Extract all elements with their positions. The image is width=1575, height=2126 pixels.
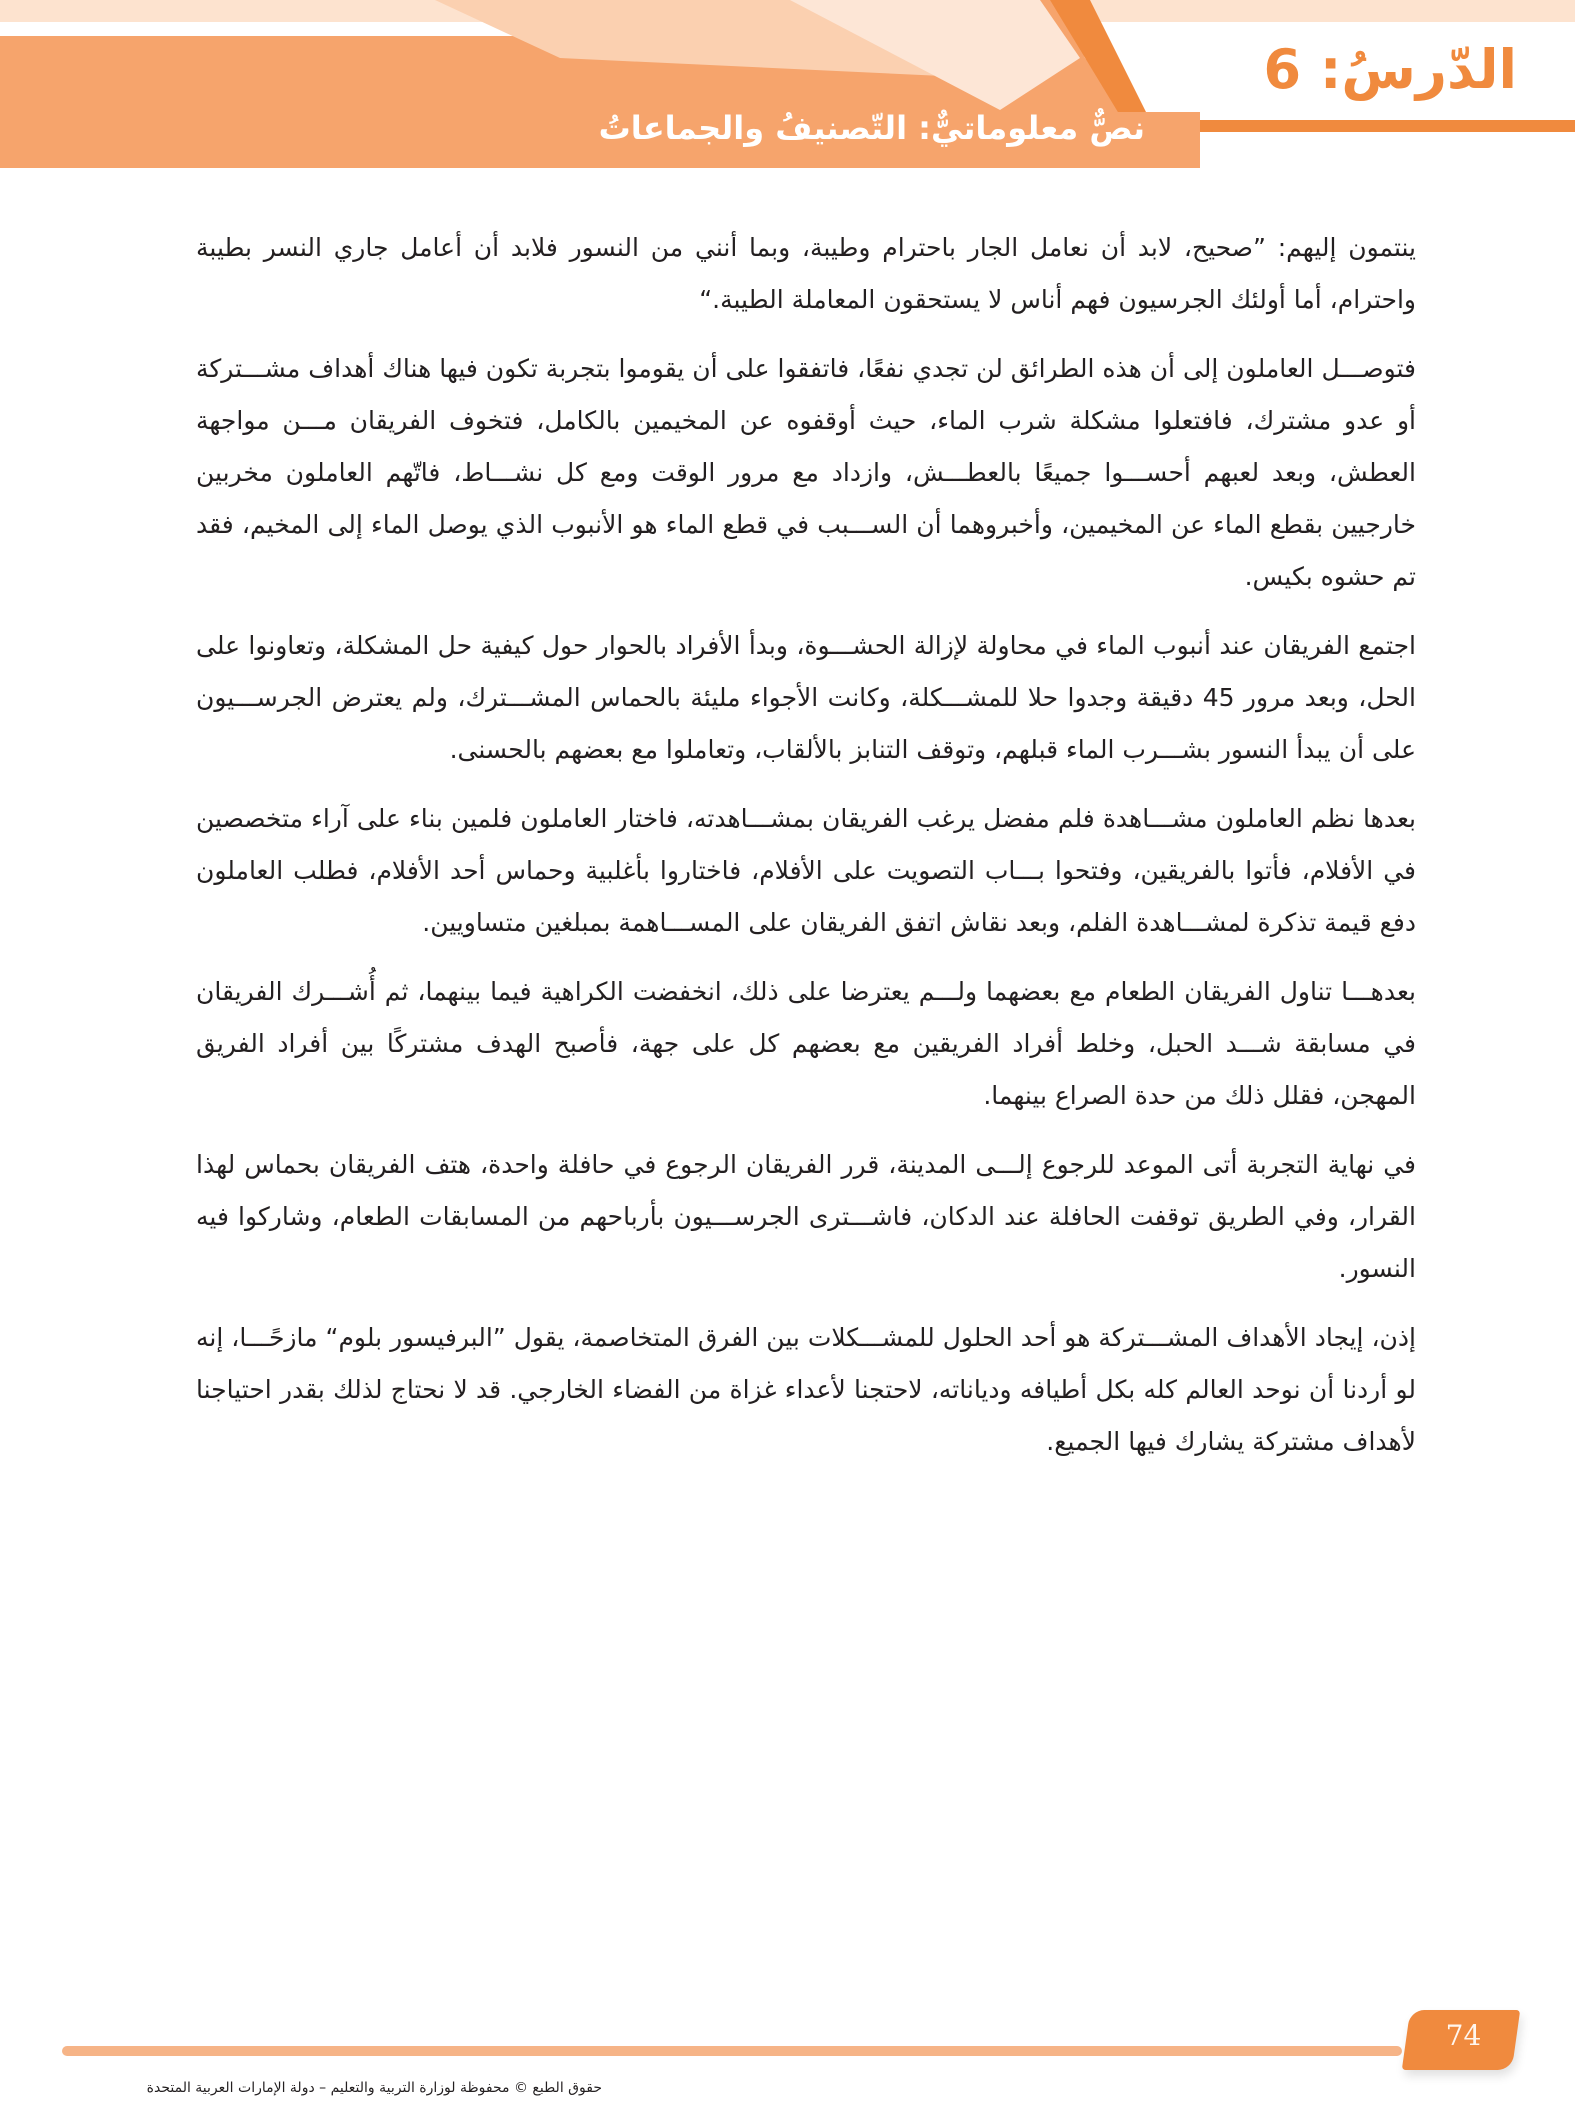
page-number: 74	[1445, 2019, 1482, 2052]
paragraph: بعدهـــا تناول الفريقان الطعام مع بعضهما ولـــم يعترضا على ذلك، انخفضت الكراهية فيما بينهما، ثم أُشـــرك الفريقان في مسابقة شـــد الحبل، وخلط أفراد الفريقين مع بعضهم كل على جهة، فأصبح الهدف مشتركًا بين أفراد الفريق المهجن، فقلل ذلك من حدة الصراع بينهما.	[196, 977, 1416, 1110]
footer-bar	[62, 2046, 1402, 2056]
paragraph: في نهاية التجربة أتى الموعد للرجوع إلـــى المدينة، قرر الفريقان الرجوع في حافلة واحدة، هتف الفريقان بحماس لهذا القرار، وفي الطريق توقفت الحافلة عند الدكان، فاشـــترى الجرســـيون بأرباحهم من المسابقات الطعام، وشاركوا فيه النسور.	[196, 1150, 1416, 1283]
paragraph: إذن، إيجاد الأهداف المشـــتركة هو أحد الحلول للمشـــكلات بين الفرق المتخاصمة، يقول ”البرفيسور بلوم“ مازحًـــا، إنه لو أردنا أن نوحد العالم كله بكل أطيافه ودياناته، لاحتجنا لأعداء غزاة من الفضاء الخارجي. قد لا نحتاج لذلك بقدر احتياجنا لأهداف مشتركة يشارك فيها الجميع.	[196, 1323, 1416, 1456]
paragraph: بعدها نظم العاملون مشـــاهدة فلم مفضل يرغب الفريقان بمشـــاهدته، فاختار العاملون فلمين بناء على آراء متخصصين في الأفلام، فأتوا بالفريقين، وفتحوا بـــاب التصويت على الأفلام، فاختاروا بأغلبية وحماس أحد الأفلام، فطلب العاملون دفع قيمة تذكرة لمشـــاهدة الفلم، وبعد نقاش اتفق الفريقان على المســـاهمة بمبلغين متساويين.	[196, 804, 1416, 937]
lesson-subtitle: نصٌّ معلوماتيٌّ: التّصنيفُ والجماعاتُ	[598, 109, 1145, 147]
paragraph: ينتمون إليهم: ”صحيح، لابد أن نعامل الجار باحترام وطيبة، وبما أنني من النسور فلابد أن أعامل جاري النسر بطيبة واحترام، أما أولئك الجرسيون فهم أناس لا يستحقون المعاملة الطيبة.“	[196, 233, 1416, 314]
lesson-title: الدّرسُ: 6	[1263, 38, 1517, 101]
paragraph: اجتمع الفريقان عند أنبوب الماء في محاولة لإزالة الحشـــوة، وبدأ الأفراد بالحوار حول كيفية حل المشكلة، وتعاونوا على الحل، وبعد مرور 45 دقيقة وجدوا حلا للمشـــكلة، وكانت الأجواء مليئة بالحماس المشـــترك، ولم يعترض الجرســـيون على أن يبدأ النسور بشـــرب الماء قبلهم، وتوقف التنابز بالألقاب، وتعاملوا مع بعضهم بالحسنى.	[196, 631, 1416, 764]
paragraph: فتوصـــل العاملون إلى أن هذه الطرائق لن تجدي نفعًا، فاتفقوا على أن يقوموا بتجربة تكون فيها هناك أهداف مشـــتركة أو عدو مشترك، فافتعلوا مشكلة شرب الماء، حيث أوقفوه عن المخيمين بالكامل، فتخوف الفريقان مـــن مواجهة العطش، وبعد لعبهم أحســـوا جميعًا بالعطـــش، وازداد مع مرور الوقت ومع كل نشـــاط، فاتّهم العاملون مخربين خارجيين بقطع الماء عن المخيمين، وأخبروهما أن الســـبب في قطع الماء هو الأنبوب الذي يوصل الماء إلى المخيم، فقد تم حشوه بكيس.	[196, 354, 1416, 591]
copyright-notice: حقوق الطبع © محفوظة لوزارة التربية والتعليم – دولة الإمارات العربية المتحدة	[146, 2080, 602, 2096]
article-body	[196, 222, 1416, 1485]
